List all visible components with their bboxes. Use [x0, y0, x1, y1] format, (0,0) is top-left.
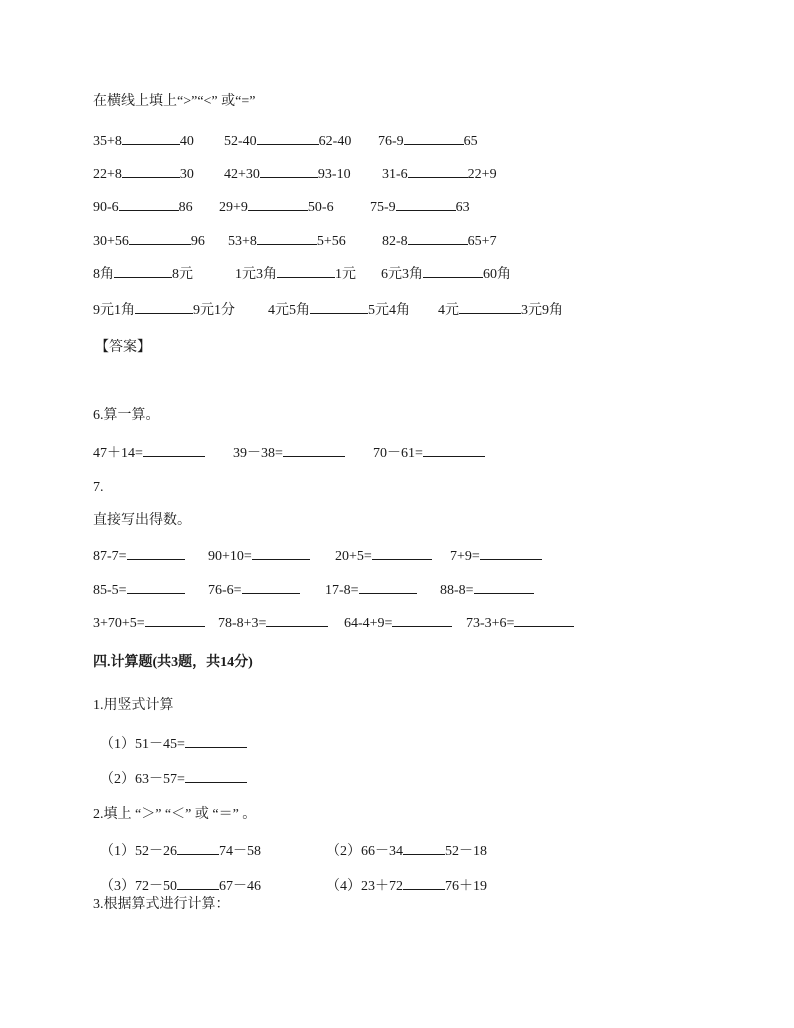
- compare-item: 42+30 93-10: [224, 167, 351, 182]
- question-7-number: 7.: [93, 480, 104, 495]
- calc-item: 90+10=: [208, 547, 310, 566]
- answer-blank[interactable]: [252, 547, 310, 560]
- answer-blank[interactable]: [135, 301, 193, 314]
- calc-item: 70－61=: [373, 444, 485, 463]
- compare-item: （4）23＋72 76＋19: [326, 879, 487, 894]
- calc-item: 47＋14=: [93, 444, 205, 463]
- answer-blank[interactable]: [403, 877, 445, 890]
- answer-blank[interactable]: [127, 581, 185, 594]
- compare-item: 6元3角 60角: [381, 267, 511, 282]
- compare-item: 4元5角 5元4角: [268, 303, 410, 318]
- answer-blank[interactable]: [408, 165, 468, 178]
- answer-blank[interactable]: [127, 547, 185, 560]
- compare-item: 9元1角 9元1分: [93, 303, 235, 318]
- compare-item: 1元3角 1元: [235, 267, 356, 282]
- s4-question-3-title: 3.根据算式进行计算：: [93, 897, 230, 912]
- calc-item: 17-8=: [325, 581, 417, 600]
- answer-blank[interactable]: [260, 165, 318, 178]
- answer-blank[interactable]: [459, 301, 521, 314]
- calc-item: 76-6=: [208, 581, 300, 600]
- answer-blank[interactable]: [122, 165, 180, 178]
- compare-item: 76-9 65: [378, 134, 478, 149]
- compare-item: 22+8 30: [93, 167, 194, 182]
- answer-blank[interactable]: [277, 265, 335, 278]
- answer-blank[interactable]: [119, 198, 179, 211]
- compare-item: 8角 8元: [93, 267, 193, 282]
- calc-item: 20+5=: [335, 547, 432, 566]
- calc-item: 78-8+3=: [218, 614, 328, 633]
- answer-blank[interactable]: [423, 265, 483, 278]
- answer-blank[interactable]: [423, 444, 485, 457]
- calc-item: 39－38=: [233, 444, 345, 463]
- answer-blank[interactable]: [129, 232, 191, 245]
- compare-item: 4元 3元9角: [438, 303, 563, 318]
- compare-item: 90-6 86: [93, 200, 193, 215]
- answer-blank[interactable]: [408, 232, 468, 245]
- s4-question-2-title: 2.填上 “＞” “＜” 或 “＝” 。: [93, 807, 257, 822]
- answer-blank[interactable]: [372, 547, 432, 560]
- answer-blank[interactable]: [310, 301, 368, 314]
- calc-item: 64-4+9=: [344, 614, 452, 633]
- answer-blank[interactable]: [283, 444, 345, 457]
- answer-blank[interactable]: [122, 132, 180, 145]
- calc-item: （2）63－57=: [100, 770, 247, 789]
- compare-item: （2）66－34 52－18: [326, 844, 487, 859]
- compare-item: 30+56 96: [93, 234, 205, 249]
- compare-item: 82-8 65+7: [382, 234, 497, 249]
- compare-item: 35+8 40: [93, 134, 194, 149]
- calc-item: （1）51－45=: [100, 735, 247, 754]
- question-7-title: 直接写出得数。: [93, 513, 191, 528]
- answer-blank[interactable]: [392, 614, 452, 627]
- answer-blank[interactable]: [185, 735, 247, 748]
- calc-item: 87-7=: [93, 547, 185, 566]
- answer-label: 【答案】: [95, 340, 151, 355]
- answer-blank[interactable]: [396, 198, 456, 211]
- question-6-title: 6.算一算。: [93, 408, 160, 423]
- s4-question-1-title: 1.用竖式计算: [93, 698, 174, 713]
- answer-blank[interactable]: [177, 842, 219, 855]
- answer-blank[interactable]: [403, 842, 445, 855]
- answer-blank[interactable]: [480, 547, 542, 560]
- compare-item: 53+8 5+56: [228, 234, 346, 249]
- answer-blank[interactable]: [404, 132, 464, 145]
- answer-blank[interactable]: [514, 614, 574, 627]
- compare-item: 52-40 62-40: [224, 134, 352, 149]
- answer-blank[interactable]: [257, 132, 319, 145]
- answer-blank[interactable]: [143, 444, 205, 457]
- calc-item: 88-8=: [440, 581, 534, 600]
- answer-blank[interactable]: [474, 581, 534, 594]
- answer-blank[interactable]: [266, 614, 328, 627]
- answer-blank[interactable]: [257, 232, 317, 245]
- calc-item: 3+70+5=: [93, 614, 205, 633]
- section-heading: 四.计算题(共3题，共14分): [93, 655, 253, 670]
- answer-blank[interactable]: [185, 770, 247, 783]
- compare-item: 31-6 22+9: [382, 167, 497, 182]
- answer-blank[interactable]: [145, 614, 205, 627]
- answer-blank[interactable]: [114, 265, 172, 278]
- calc-item: 7+9=: [450, 547, 542, 566]
- answer-blank[interactable]: [248, 198, 308, 211]
- compare-item: （3）72－50 67－46: [100, 879, 261, 894]
- instruction-text: 在横线上填上“>”“<” 或“=”: [93, 94, 256, 109]
- calc-item: 73-3+6=: [466, 614, 574, 633]
- answer-blank[interactable]: [242, 581, 300, 594]
- compare-item: （1）52－26 74－58: [100, 844, 261, 859]
- answer-blank[interactable]: [359, 581, 417, 594]
- answer-blank[interactable]: [177, 877, 219, 890]
- compare-item: 75-9 63: [370, 200, 470, 215]
- compare-item: 29+9 50-6: [219, 200, 334, 215]
- calc-item: 85-5=: [93, 581, 185, 600]
